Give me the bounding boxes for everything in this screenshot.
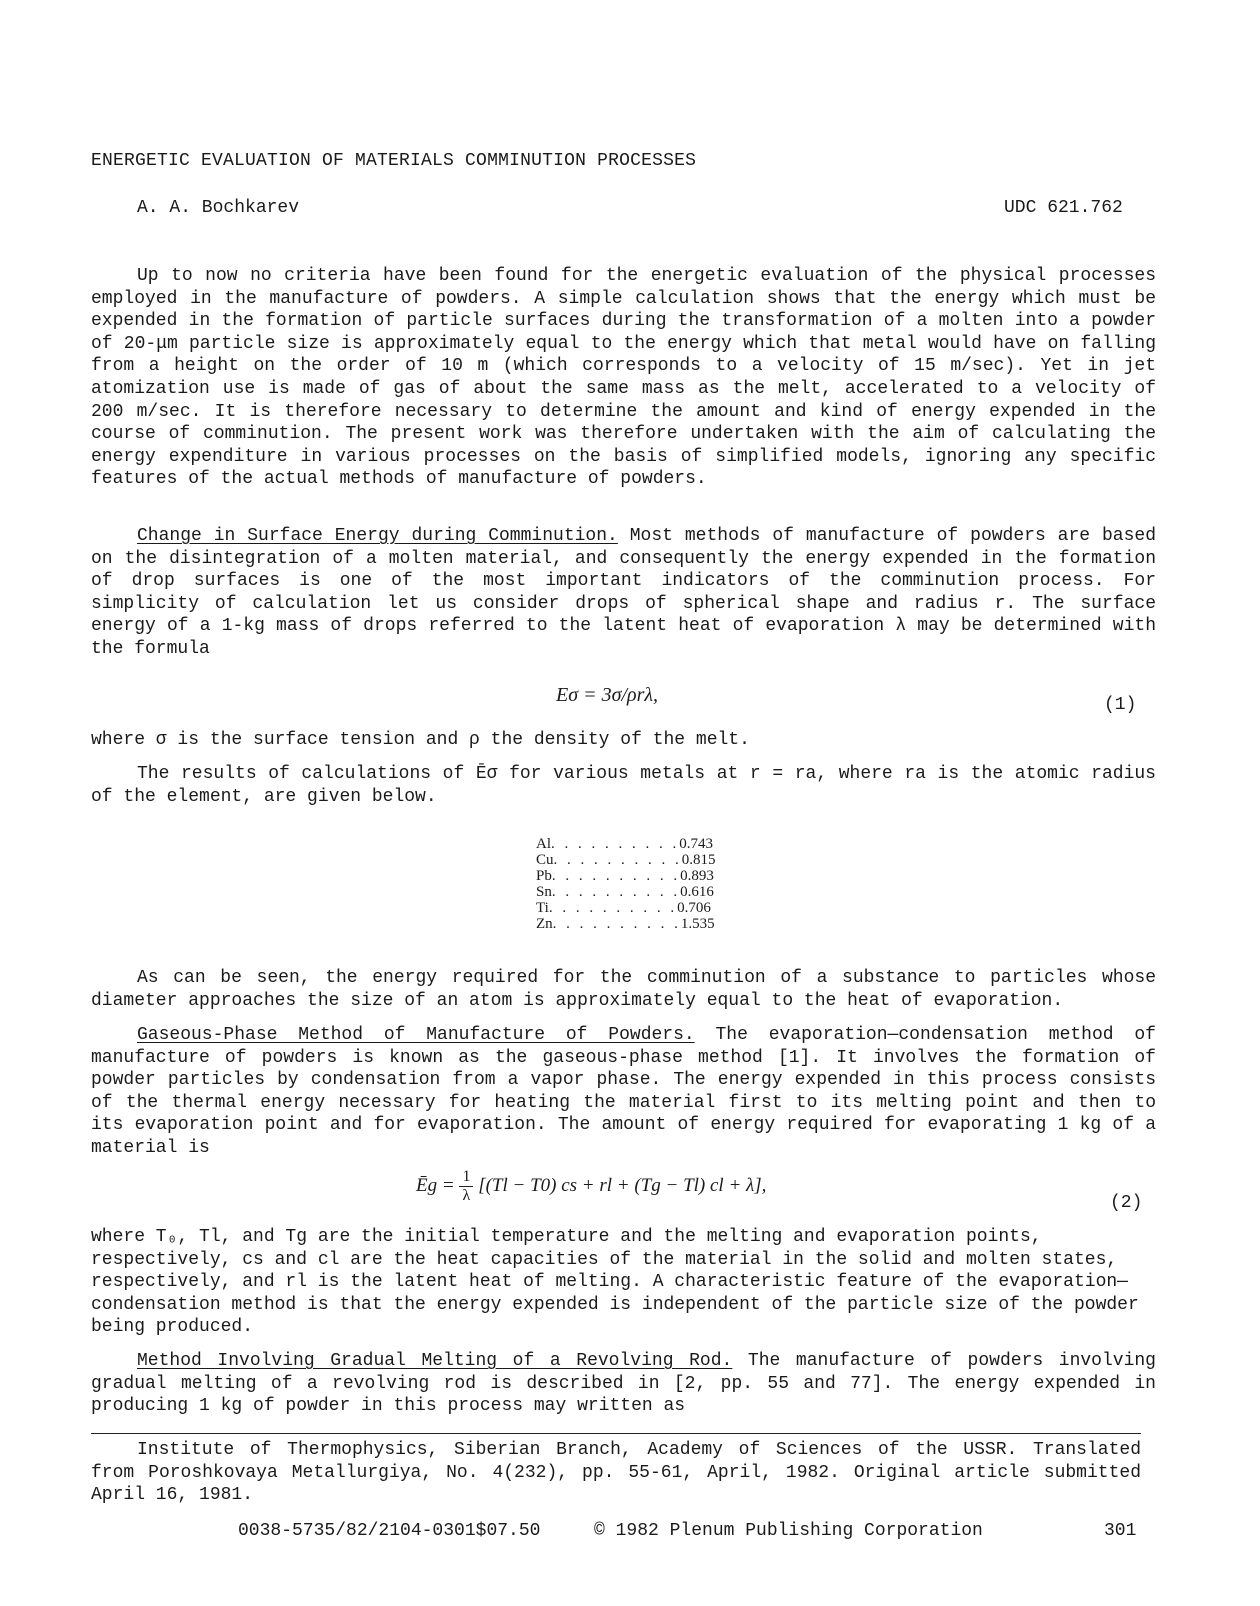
table-leader-dots: . . . . . . . . . . bbox=[552, 916, 681, 932]
equation-2-fraction bbox=[459, 1168, 473, 1205]
table-leader-dots: . . . . . . . . . . bbox=[553, 852, 682, 868]
table-value: 0.743 bbox=[679, 836, 713, 852]
table-row bbox=[536, 868, 714, 884]
table-row bbox=[536, 852, 716, 868]
section3-paragraph bbox=[91, 1350, 1156, 1418]
equation-2-denominator: λ bbox=[462, 1187, 471, 1204]
section2-paragraph bbox=[91, 1024, 1156, 1160]
equation-2-numerator: 1 bbox=[459, 1168, 473, 1187]
article-title: ENERGETIC EVALUATION OF MATERIALS COMMINUTION PROCESSES bbox=[91, 151, 697, 171]
equation-2 bbox=[416, 1168, 766, 1205]
table-element: Ti bbox=[536, 900, 549, 916]
table-row bbox=[536, 884, 714, 900]
table-value: 0.815 bbox=[681, 852, 716, 868]
table-leader-dots: . . . . . . . . . . bbox=[551, 868, 681, 884]
page-number: 301 bbox=[1104, 1521, 1137, 1541]
table-row bbox=[536, 836, 713, 852]
after-table-text: As can be seen, the energy required for the comminution of a substance to particles whose diameter approaches the size of an atom is approximately equal to the heat of evaporation. bbox=[91, 968, 1156, 1011]
surface-energy-table bbox=[536, 836, 716, 932]
equation-2-rhs: [(Tl − T0) cs + rl + (Tg − Tl) cl + λ], bbox=[478, 1174, 767, 1196]
table-row bbox=[536, 900, 711, 916]
section1-heading: Change in Surface Energy during Comminution. bbox=[137, 526, 618, 546]
section1-text: Most methods of manufacture of powders are based on the disintegration of a molten material, and consequently the energy expended in the formation of drop surfaces is one of the most important indicators of the comminution process. For simplicity of calculation let us consider drops of spherical shape and radius r. The surface energy of a 1-kg mass of drops referred to the latent heat of evaporation λ may be determined with the formula bbox=[91, 526, 1156, 659]
results-intro bbox=[91, 763, 1156, 808]
table-element: Sn bbox=[536, 884, 552, 900]
table-value: 0.616 bbox=[680, 884, 714, 900]
section3-heading: Method Involving Gradual Melting of a Revolving Rod. bbox=[137, 1351, 733, 1371]
equation-2-lhs: Ēg = bbox=[416, 1174, 455, 1196]
udc-code: UDC 621.762 bbox=[1004, 198, 1123, 218]
after-table bbox=[91, 967, 1156, 1012]
table-leader-dots: . . . . . . . . . . bbox=[551, 884, 681, 900]
results-intro-text: The results of calculations of Ēσ for various metals at r = ra, where ra is the atomic radius of the element, are given below. bbox=[91, 764, 1156, 807]
section-gaseous-phase bbox=[91, 1024, 1156, 1160]
author-name: A. A. Bochkarev bbox=[137, 198, 300, 218]
intro-paragraph bbox=[91, 265, 1156, 491]
section3-text: The manufacture of powders involving gradual melting of a revolving rod is described in [2, pp. 55 and 77]. The energy expended in producing 1 kg of powder in this process may written as bbox=[91, 1351, 1156, 1417]
copyright-notice: © 1982 Plenum Publishing Corporation bbox=[594, 1521, 983, 1541]
footnote bbox=[91, 1439, 1141, 1507]
table-element: Cu bbox=[536, 852, 554, 868]
table-value: 0.706 bbox=[677, 900, 711, 916]
table-value: 0.893 bbox=[680, 868, 714, 884]
section2-heading: Gaseous-Phase Method of Manufacture of Powders. bbox=[137, 1025, 695, 1045]
table-leader-dots: . . . . . . . . . . bbox=[551, 836, 680, 852]
section-revolving-rod bbox=[91, 1350, 1156, 1418]
section-surface-energy bbox=[91, 525, 1156, 661]
equation-1-number: (1) bbox=[1104, 695, 1137, 715]
intro-text: Up to now no criteria have been found for the energetic evaluation of the physical processes employed in the manufacture of powders. A simple calculation shows that the energy which must be expended in the formation of particle surfaces during the transformation of a molten into a powder of 20-μm particle size is approximately equal to the energy which that metal would have on falling from a height on the order of 10 m (which corresponds to a velocity of 15 m/sec). Yet in jet atomization use is made of gas of about the same mass as the melt, accelerated to a velocity of 200 m/sec. It is therefore necessary to determine the amount and kind of energy expended in the course of comminution. The present work was therefore undertaken with the aim of calculating the energy expenditure in various processes on the basis of simplified models, ignoring any specific features of the actual methods of manufacture of powders. bbox=[91, 266, 1156, 490]
after-eq2: where T₀, Tl, and Tg are the initial temperature and the melting and evaporation points, respectively, cs and cl are the heat capacities of the material in the solid and molten states, respectively, and rl is the latent heat of melting. A characteristic feature of the evaporation—condensation method is that the energy expended is independent of the particle size of the powder being produced. bbox=[91, 1227, 1139, 1338]
section1-paragraph bbox=[91, 525, 1156, 661]
footnote-divider bbox=[91, 1433, 1141, 1434]
after-eq1: where σ is the surface tension and ρ the density of the melt. bbox=[91, 730, 750, 750]
table-element: Zn bbox=[536, 916, 553, 932]
equation-2-number: (2) bbox=[1110, 1193, 1143, 1213]
equation-1-formula: Eσ = 3σ/ρrλ, bbox=[556, 684, 659, 706]
table-element: Al bbox=[536, 836, 551, 852]
section2-text: The evaporation—condensation method of manufacture of powders is known as the gaseous-phase method [1]. It involves the formation of powder particles by condensation from a vapor phase. The energy expended in this process consists of the thermal energy necessary for heating the material first to its melting point and then to its evaporation point and for evaporation. The amount of energy required for evaporating 1 kg of a material is bbox=[91, 1025, 1156, 1158]
table-element: Pb bbox=[536, 868, 552, 884]
table-value: 1.535 bbox=[680, 916, 715, 932]
table-leader-dots: . . . . . . . . . . bbox=[548, 900, 678, 916]
journal-code: 0038-5735/82/2104-0301$07.50 bbox=[238, 1521, 541, 1541]
equation-1 bbox=[556, 684, 658, 709]
footnote-text: Institute of Thermophysics, Siberian Branch, Academy of Sciences of the USSR. Translated from Poroshkovaya Metallurgiya, No. 4(232), pp. 55-61, April, 1982. Original article submitted April 16, 1981. bbox=[91, 1440, 1141, 1506]
table-row bbox=[536, 916, 715, 932]
